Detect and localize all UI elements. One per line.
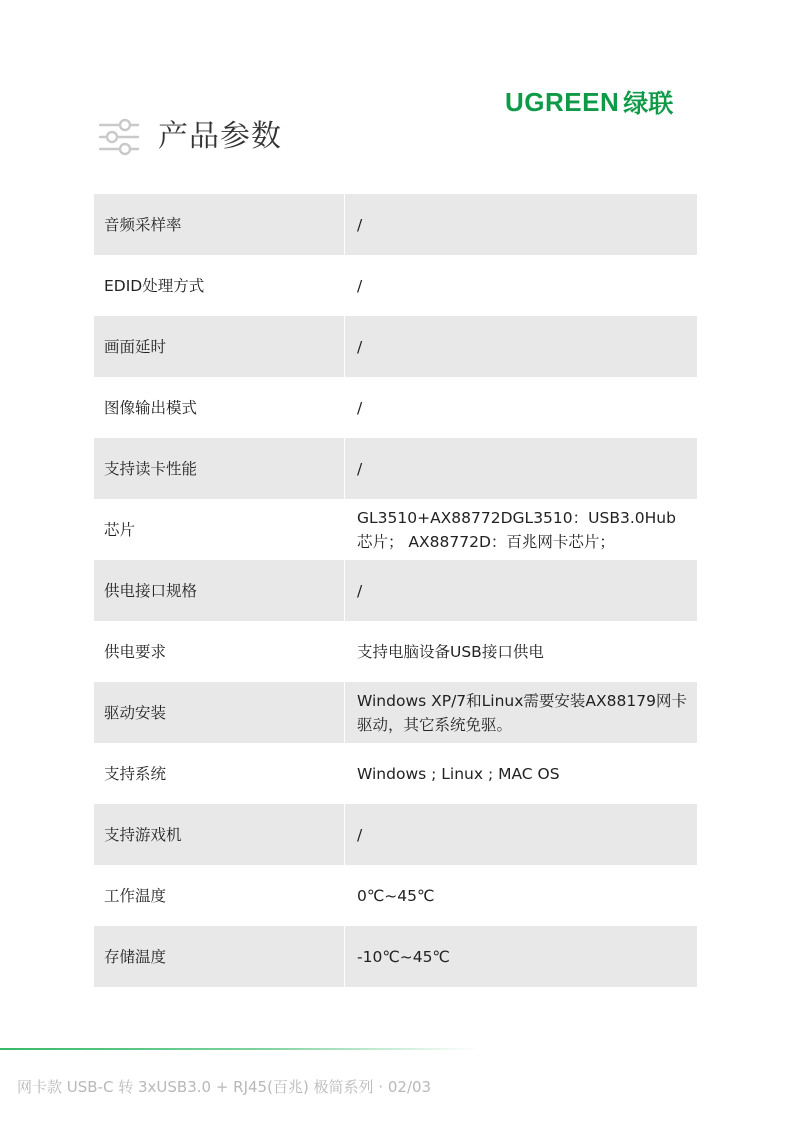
spec-label: 画面延时 (94, 316, 345, 377)
spec-label: 驱动安装 (94, 682, 345, 743)
spec-value: GL3510+AX88772DGL3510：USB3.0Hub芯片； AX88772D：百兆网卡芯片； (345, 499, 698, 560)
footer-divider (0, 1048, 480, 1050)
ugreen-logo (505, 84, 673, 120)
table-row (94, 255, 697, 316)
page-title: 产品参数 (158, 119, 282, 154)
spec-value: -10℃~45℃ (345, 926, 698, 987)
spec-value: 0℃~45℃ (345, 865, 698, 926)
sliders-icon (98, 116, 140, 158)
table-row (94, 316, 697, 377)
spec-label: 支持读卡性能 (94, 438, 345, 499)
spec-value: / (345, 560, 698, 621)
spec-value: Windows ; Linux ; MAC OS (345, 743, 698, 804)
spec-label: 芯片 (104, 520, 136, 539)
spec-label: 供电要求 (104, 642, 167, 661)
spec-value: / (345, 194, 698, 255)
spec-label: 图像输出模式 (104, 398, 198, 417)
spec-table (94, 194, 697, 987)
table-row (94, 560, 697, 621)
spec-value: / (345, 438, 698, 499)
table-row (94, 865, 697, 926)
table-row (94, 377, 697, 438)
table-row (94, 804, 697, 865)
section-heading (98, 116, 282, 158)
spec-value: 支持电脑设备USB接口供电 (345, 621, 698, 682)
table-row (94, 743, 697, 804)
table-row (94, 621, 697, 682)
spec-label: EDID处理方式 (104, 276, 205, 295)
table-row (94, 499, 697, 560)
logo-text-cn: 绿联 (623, 89, 674, 118)
spec-label: 工作温度 (104, 886, 167, 905)
logo-text-en: UGREEN (505, 86, 620, 117)
table-row (94, 926, 697, 987)
footer-caption: 网卡款 USB-C 转 3xUSB3.0 + RJ45(百兆) 极简系列 · 02/03 (17, 1078, 432, 1096)
spec-label: 音频采样率 (94, 194, 345, 255)
spec-label: 存储温度 (94, 926, 345, 987)
spec-label: 支持游戏机 (94, 804, 345, 865)
spec-value: / (345, 316, 698, 377)
spec-label: 供电接口规格 (94, 560, 345, 621)
table-row (94, 438, 697, 499)
spec-value: / (345, 255, 698, 316)
table-row (94, 194, 697, 255)
spec-label: 支持系统 (104, 764, 167, 783)
spec-value: Windows XP/7和Linux需要安装AX88179网卡驱动，其它系统免驱。 (345, 682, 698, 743)
spec-value: / (345, 377, 698, 438)
table-row (94, 682, 697, 743)
spec-value: / (345, 804, 698, 865)
